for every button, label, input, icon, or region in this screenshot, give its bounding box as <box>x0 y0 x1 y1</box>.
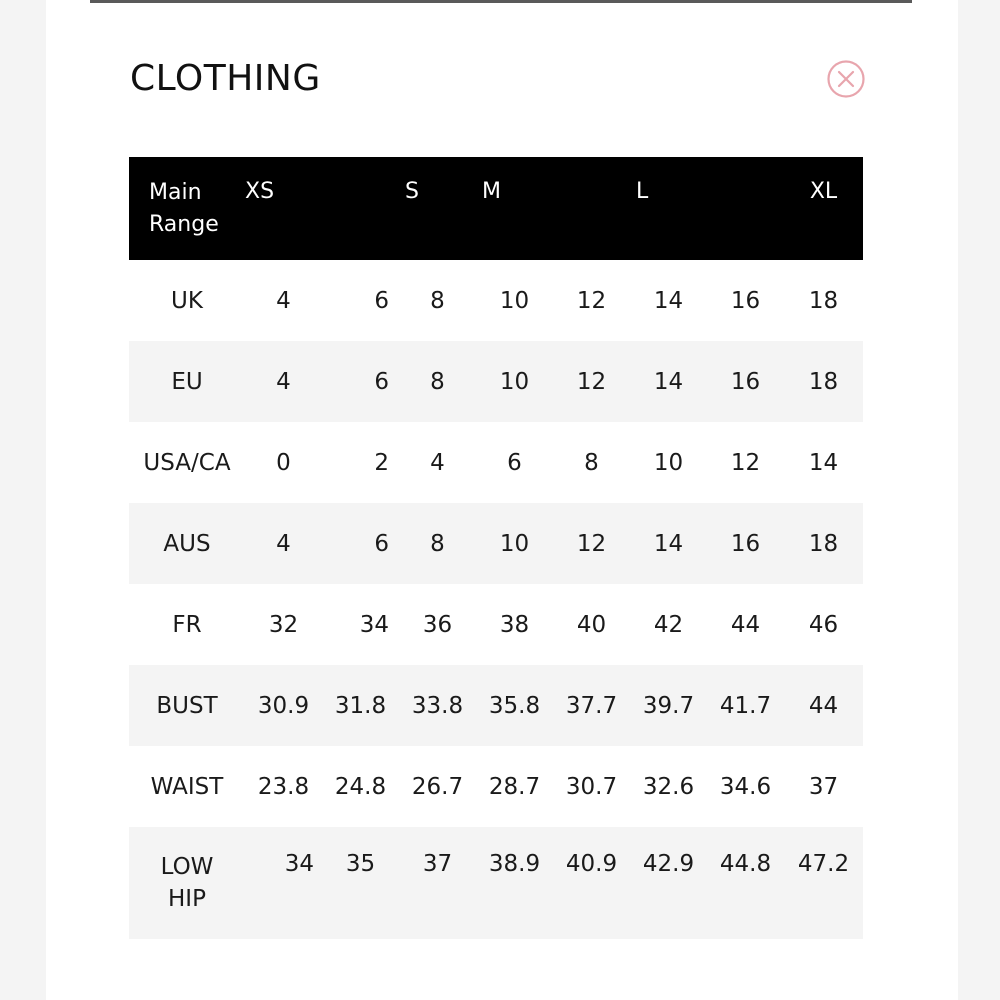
row-label: USA/CA <box>143 449 231 476</box>
table-cell: 40 <box>576 611 607 638</box>
table-cell: 44.8 <box>719 851 772 877</box>
row-label <box>129 827 245 939</box>
table-row-aus <box>129 503 863 584</box>
table-row-fr <box>129 584 863 665</box>
table-cell: 31.8 <box>334 692 387 719</box>
table-cell: 44 <box>730 611 761 638</box>
table-cell: 8 <box>430 287 445 314</box>
table-cell: 6 <box>374 530 389 557</box>
table-cell: 14 <box>653 287 684 314</box>
table-cell: 40.9 <box>565 851 618 877</box>
table-cell: 37 <box>808 773 839 800</box>
row-label: EU <box>171 368 203 395</box>
table-cell: 6 <box>374 287 389 314</box>
table-cell: 30.7 <box>565 773 618 800</box>
table-row-low-hip <box>129 827 863 939</box>
table-cell: 10 <box>499 368 530 395</box>
table-cell: 18 <box>808 287 839 314</box>
table-cell: 12 <box>576 530 607 557</box>
top-divider <box>90 0 912 3</box>
table-cell: 34 <box>359 611 389 638</box>
row-label: AUS <box>163 530 211 557</box>
header-size-blank-2 <box>553 157 630 260</box>
table-row-usa-ca <box>129 422 863 503</box>
table-cell: 23.8 <box>257 773 310 800</box>
row-label: WAIST <box>150 773 224 800</box>
table-cell: 35 <box>345 851 376 877</box>
table-cell: 35.8 <box>488 692 541 719</box>
table-cell: 2 <box>374 449 389 476</box>
table-cell: 46 <box>808 611 839 638</box>
table-cell: 4 <box>276 287 291 314</box>
table-row-uk <box>129 260 863 341</box>
table-cell: 0 <box>276 449 291 476</box>
row-label: FR <box>172 611 202 638</box>
row-label-line2: HIP <box>168 886 206 912</box>
header-range-line2: Range <box>149 212 219 237</box>
header-size-l: L <box>636 179 649 204</box>
table-row-bust <box>129 665 863 746</box>
header-main-range <box>129 157 245 260</box>
table-cell: 6 <box>507 449 522 476</box>
table-cell: 4 <box>276 530 291 557</box>
header-size-s: S <box>405 179 419 204</box>
row-label-line1: LOW <box>160 854 214 880</box>
size-chart-table <box>129 157 863 939</box>
table-header-row <box>129 157 863 260</box>
table-cell: 18 <box>808 530 839 557</box>
header-size-xl: XL <box>809 179 838 204</box>
table-cell: 37 <box>422 851 453 877</box>
table-cell: 41.7 <box>719 692 772 719</box>
table-cell: 16 <box>730 530 761 557</box>
table-cell: 12 <box>576 368 607 395</box>
table-cell: 12 <box>576 287 607 314</box>
header-size-blank-3 <box>707 157 784 260</box>
table-cell: 42.9 <box>642 851 695 877</box>
table-cell: 4 <box>276 368 291 395</box>
table-cell: 14 <box>808 449 839 476</box>
table-cell: 10 <box>499 530 530 557</box>
table-cell: 4 <box>430 449 445 476</box>
table-cell: 6 <box>374 368 389 395</box>
header-size-blank-1 <box>322 157 399 260</box>
table-cell: 18 <box>808 368 839 395</box>
table-cell: 8 <box>584 449 599 476</box>
table-cell: 14 <box>653 368 684 395</box>
row-label: UK <box>171 287 203 314</box>
table-cell: 30.9 <box>257 692 310 719</box>
table-cell: 32.6 <box>642 773 695 800</box>
table-cell: 26.7 <box>411 773 464 800</box>
table-cell: 12 <box>730 449 761 476</box>
header-size-xs: XS <box>245 179 275 204</box>
table-cell: 32 <box>268 611 299 638</box>
header-range-line1: Main <box>149 180 202 205</box>
table-cell: 36 <box>422 611 453 638</box>
table-cell: 38.9 <box>488 851 541 877</box>
table-cell: 34.6 <box>719 773 772 800</box>
table-cell: 8 <box>430 368 445 395</box>
table-cell: 38 <box>499 611 530 638</box>
table-cell: 47.2 <box>797 851 850 877</box>
close-icon[interactable] <box>826 59 866 99</box>
table-cell: 37.7 <box>565 692 618 719</box>
table-cell: 10 <box>499 287 530 314</box>
table-row-eu <box>129 341 863 422</box>
table-cell: 39.7 <box>642 692 695 719</box>
modal-title: CLOTHING <box>130 58 321 99</box>
table-cell: 44 <box>808 692 839 719</box>
row-label: BUST <box>156 692 218 719</box>
table-cell: 34 <box>284 851 314 877</box>
table-cell: 10 <box>653 449 684 476</box>
table-cell: 16 <box>730 368 761 395</box>
table-cell: 16 <box>730 287 761 314</box>
table-cell: 24.8 <box>334 773 387 800</box>
table-cell: 14 <box>653 530 684 557</box>
table-row-waist <box>129 746 863 827</box>
table-cell: 28.7 <box>488 773 541 800</box>
table-cell: 33.8 <box>411 692 464 719</box>
header-size-m: M <box>482 179 501 204</box>
table-cell: 42 <box>653 611 684 638</box>
table-cell: 8 <box>430 530 445 557</box>
